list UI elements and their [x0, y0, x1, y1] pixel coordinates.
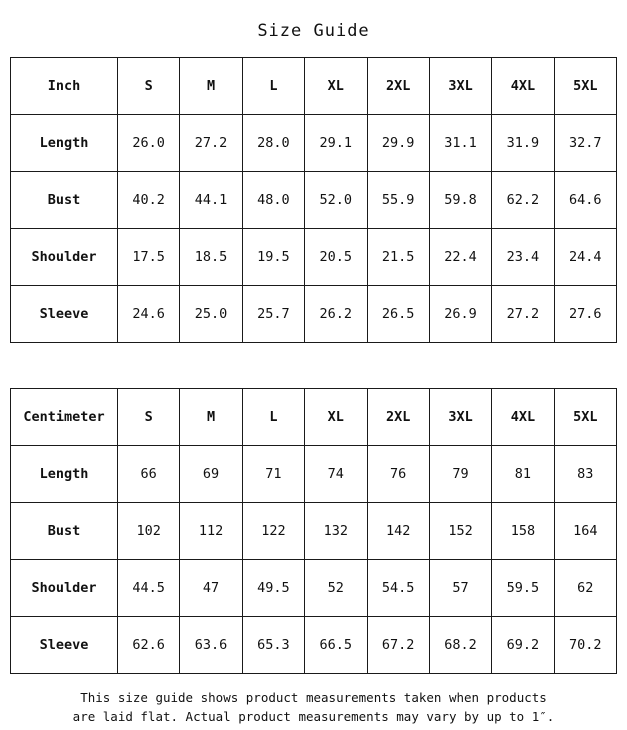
table-cell: 158 — [492, 503, 554, 560]
table-cell: 27.2 — [492, 286, 554, 343]
column-header-size: S — [118, 389, 180, 446]
table-cell: 25.0 — [180, 286, 242, 343]
column-header-size: 3XL — [429, 389, 491, 446]
table-cell: 31.1 — [429, 115, 491, 172]
table-cell: 21.5 — [367, 229, 429, 286]
table-row — [11, 503, 617, 560]
table-cell: 79 — [429, 446, 491, 503]
table-cell: 24.4 — [554, 229, 616, 286]
table-header-row — [11, 389, 617, 446]
column-header-size: L — [242, 58, 304, 115]
table-cell: 142 — [367, 503, 429, 560]
column-header-size: 2XL — [367, 58, 429, 115]
table-cell: 59.5 — [492, 560, 554, 617]
table-cell: 66.5 — [305, 617, 367, 674]
row-label: Shoulder — [11, 560, 118, 617]
table-cell: 23.4 — [492, 229, 554, 286]
table-cell: 57 — [429, 560, 491, 617]
table-cell: 29.9 — [367, 115, 429, 172]
table-row — [11, 617, 617, 674]
column-header-size: M — [180, 58, 242, 115]
table-cell: 62.2 — [492, 172, 554, 229]
table-row — [11, 115, 617, 172]
table-cell: 69 — [180, 446, 242, 503]
row-label: Bust — [11, 172, 118, 229]
row-label: Length — [11, 115, 118, 172]
table-cell: 81 — [492, 446, 554, 503]
table-cell: 71 — [242, 446, 304, 503]
centimeter-size-table — [10, 388, 617, 674]
footnote-line-2: are laid flat. Actual product measurements may vary by up to 1″. — [72, 709, 555, 725]
table-cell: 69.2 — [492, 617, 554, 674]
table-cell: 31.9 — [492, 115, 554, 172]
table-cell: 68.2 — [429, 617, 491, 674]
column-header-size: M — [180, 389, 242, 446]
row-label: Length — [11, 446, 118, 503]
column-header-size: XL — [305, 58, 367, 115]
table-cell: 32.7 — [554, 115, 616, 172]
table-cell: 27.2 — [180, 115, 242, 172]
centimeter-table-container — [0, 388, 627, 674]
column-header-size: 4XL — [492, 58, 554, 115]
inch-table-container — [0, 57, 627, 343]
table-row — [11, 286, 617, 343]
column-header-size: 5XL — [554, 389, 616, 446]
table-cell: 70.2 — [554, 617, 616, 674]
column-header-size: 5XL — [554, 58, 616, 115]
table-cell: 47 — [180, 560, 242, 617]
column-header-size: 3XL — [429, 58, 491, 115]
row-label: Sleeve — [11, 617, 118, 674]
table-cell: 44.1 — [180, 172, 242, 229]
table-cell: 62 — [554, 560, 616, 617]
unit-label-inch: Inch — [11, 58, 118, 115]
table-cell: 54.5 — [367, 560, 429, 617]
footnote — [0, 688, 627, 727]
unit-label-centimeter: Centimeter — [11, 389, 118, 446]
table-cell: 26.5 — [367, 286, 429, 343]
table-cell: 55.9 — [367, 172, 429, 229]
table-cell: 112 — [180, 503, 242, 560]
table-cell: 52 — [305, 560, 367, 617]
table-cell: 49.5 — [242, 560, 304, 617]
column-header-size: S — [118, 58, 180, 115]
table-cell: 17.5 — [118, 229, 180, 286]
table-cell: 19.5 — [242, 229, 304, 286]
table-cell: 59.8 — [429, 172, 491, 229]
table-cell: 132 — [305, 503, 367, 560]
column-header-size: 2XL — [367, 389, 429, 446]
row-label: Bust — [11, 503, 118, 560]
table-cell: 29.1 — [305, 115, 367, 172]
table-cell: 74 — [305, 446, 367, 503]
table-cell: 65.3 — [242, 617, 304, 674]
table-cell: 52.0 — [305, 172, 367, 229]
column-header-size: 4XL — [492, 389, 554, 446]
column-header-size: XL — [305, 389, 367, 446]
table-cell: 48.0 — [242, 172, 304, 229]
table-row — [11, 172, 617, 229]
table-cell: 24.6 — [118, 286, 180, 343]
table-cell: 63.6 — [180, 617, 242, 674]
table-cell: 164 — [554, 503, 616, 560]
column-header-size: L — [242, 389, 304, 446]
table-cell: 102 — [118, 503, 180, 560]
table-cell: 76 — [367, 446, 429, 503]
table-cell: 25.7 — [242, 286, 304, 343]
row-label: Shoulder — [11, 229, 118, 286]
table-cell: 83 — [554, 446, 616, 503]
table-cell: 67.2 — [367, 617, 429, 674]
table-cell: 66 — [118, 446, 180, 503]
table-separator — [0, 343, 627, 388]
table-cell: 122 — [242, 503, 304, 560]
table-cell: 26.0 — [118, 115, 180, 172]
row-label: Sleeve — [11, 286, 118, 343]
table-row — [11, 446, 617, 503]
table-cell: 152 — [429, 503, 491, 560]
table-cell: 28.0 — [242, 115, 304, 172]
table-cell: 20.5 — [305, 229, 367, 286]
table-header-row — [11, 58, 617, 115]
table-cell: 40.2 — [118, 172, 180, 229]
table-cell: 27.6 — [554, 286, 616, 343]
table-cell: 26.2 — [305, 286, 367, 343]
table-cell: 62.6 — [118, 617, 180, 674]
footnote-line-1: This size guide shows product measurements taken when products — [80, 690, 547, 705]
table-cell: 44.5 — [118, 560, 180, 617]
table-cell: 18.5 — [180, 229, 242, 286]
page-title: Size Guide — [257, 21, 370, 41]
table-cell: 64.6 — [554, 172, 616, 229]
table-row — [11, 560, 617, 617]
table-cell: 22.4 — [429, 229, 491, 286]
table-row — [11, 229, 617, 286]
table-cell: 26.9 — [429, 286, 491, 343]
inch-size-table — [10, 57, 617, 343]
